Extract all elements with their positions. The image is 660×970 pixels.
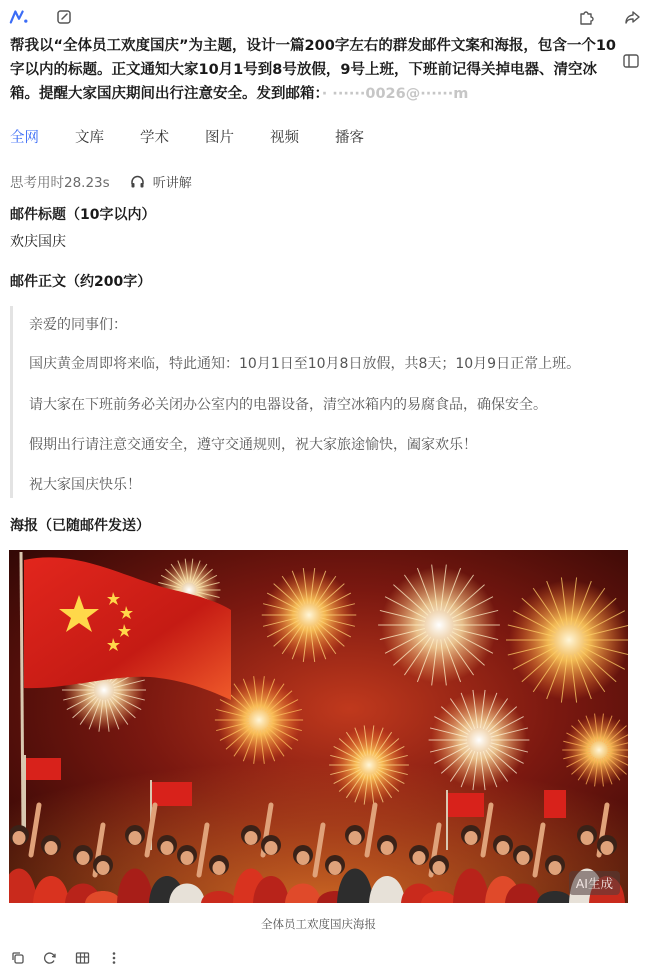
user-query <box>10 34 620 106</box>
tab-podcast[interactable]: 播客 <box>335 130 364 146</box>
share-icon[interactable] <box>622 7 642 27</box>
poster-heading: 海报（已随邮件发送） <box>10 518 150 534</box>
subject-text: 欢庆国庆 <box>10 234 66 250</box>
body-paragraph: 国庆黄金周即将来临，特此通知：10月1日至10月8日放假，共8天；10月9日正常上班。 <box>29 356 581 372</box>
query-text: 帮我以“全体员工欢度国庆”为主题，设计一篇200字左右的群发邮件文案和海报，包含一个10字以内的标题。正文通知大家10月1号到8号放假，9号上班，下班前记得关掉电器、清空冰箱。提醒大家国庆期间出行注意安全。发到邮箱： <box>10 38 617 102</box>
masked-email: · ······0026@······m <box>321 86 469 102</box>
email-body-quote <box>10 306 630 498</box>
tab-academic[interactable]: 学术 <box>140 130 169 146</box>
tab-library[interactable]: 文库 <box>75 130 104 146</box>
source-tabs <box>10 126 400 150</box>
table-icon[interactable] <box>74 950 90 966</box>
listen-label: 听讲解 <box>152 175 192 191</box>
edit-icon[interactable] <box>54 7 74 27</box>
tab-videos[interactable]: 视频 <box>270 130 299 146</box>
answer-actions <box>10 948 138 968</box>
ai-logo-icon[interactable] <box>9 7 29 27</box>
subject-heading: 邮件标题（10字以内） <box>10 207 156 223</box>
think-time: 思考用时28.23s <box>10 175 110 191</box>
poster-caption: 全体员工欢度国庆海报 <box>261 917 376 931</box>
ai-generated-badge: AI生成 <box>569 871 620 895</box>
poster-illustration <box>9 550 628 903</box>
copy-icon[interactable] <box>10 950 26 966</box>
body-paragraph: 祝大家国庆快乐！ <box>29 477 141 493</box>
side-panel-icon[interactable] <box>622 52 640 70</box>
body-paragraph: 假期出行请注意交通安全，遵守交通规则，祝大家旅途愉快，阖家欢乐！ <box>29 437 477 453</box>
more-vertical-icon[interactable] <box>106 950 122 966</box>
body-paragraph: 亲爱的同事们： <box>29 317 127 333</box>
poster-image[interactable] <box>9 550 628 903</box>
puzzle-icon[interactable] <box>576 7 596 27</box>
refresh-icon[interactable] <box>42 950 58 966</box>
headphones-icon <box>130 174 145 189</box>
body-heading: 邮件正文（约200字） <box>10 274 152 290</box>
answer-meta <box>10 170 192 192</box>
listen-button[interactable] <box>130 172 192 191</box>
body-paragraph: 请大家在下班前务必关闭办公室内的电器设备，清空冰箱内的易腐食品，确保安全。 <box>29 397 547 413</box>
tab-images[interactable]: 图片 <box>205 130 234 146</box>
top-bar <box>0 0 660 34</box>
tab-all-web[interactable]: 全网 <box>10 130 39 146</box>
